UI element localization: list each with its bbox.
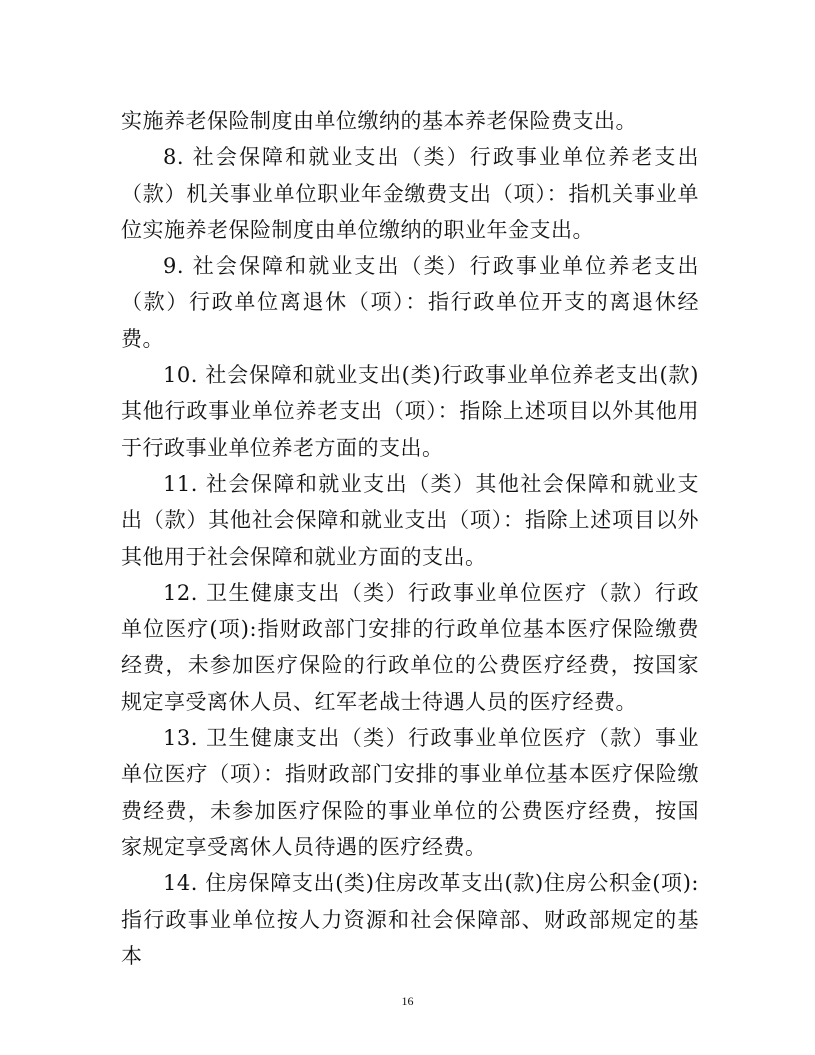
paragraph-continuation: 实施养老保险制度由单位缴纳的基本养老保险费支出。	[121, 109, 637, 133]
paragraph-item-10: 10. 社会保障和就业支出(类)行政事业单位养老支出(款)其他行政事业单位养老支出（项）：指除上述项目以外其他用于行政事业单位养老方面的支出。	[121, 363, 699, 460]
paragraph-item-13: 13. 卫生健康支出（类）行政事业单位医疗（款）事业单位医疗（项）：指财政部门安排的事业单位基本医疗保险缴费经费，未参加医疗保险的事业单位的公费医疗经费，按国家规定享受离休人员待遇的医疗经费。	[121, 726, 699, 859]
body-text	[121, 103, 699, 974]
page-number: 16	[401, 994, 414, 1008]
paragraph-item-12: 12. 卫生健康支出（类）行政事业单位医疗（款）行政单位医疗(项):指财政部门安排的行政单位基本医疗保险缴费经费，未参加医疗保险的行政单位的公费医疗经费，按国家规定享受离休人员、红军老战士待遇人员的医疗经费。	[121, 580, 699, 714]
paragraph-item-9: 9. 社会保障和就业支出（类）行政事业单位养老支出（款）行政单位离退休（项）：指行政单位开支的离退休经费。	[121, 254, 699, 351]
paragraph-item-14: 14. 住房保障支出(类)住房改革支出(款)住房公积金(项):指行政事业单位按人力资源和社会保障部、财政部规定的基本	[121, 871, 699, 968]
paragraph-item-11: 11. 社会保障和就业支出（类）其他社会保障和就业支出（款）其他社会保障和就业支出（项）：指除上述项目以外其他用于社会保障和就业方面的支出。	[121, 471, 699, 569]
paragraph-item-8: 8. 社会保障和就业支出（类）行政事业单位养老支出（款）机关事业单位职业年金缴费支出（项）：指机关事业单位实施养老保险制度由单位缴纳的职业年金支出。	[121, 145, 699, 242]
